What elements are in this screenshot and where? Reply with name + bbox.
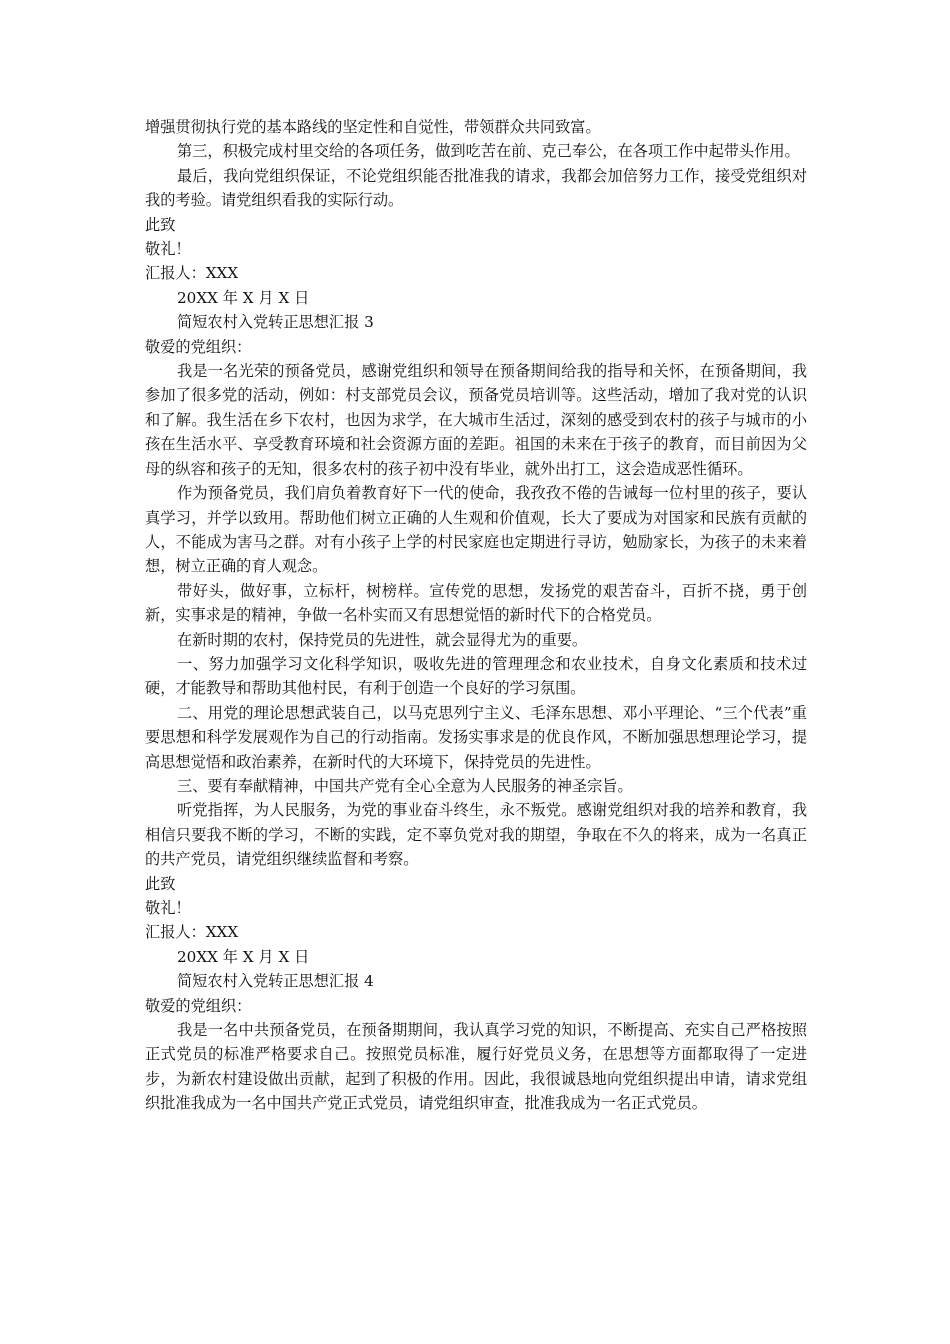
reporter-line: 汇报人：XXX [145, 264, 239, 283]
body-paragraph: 听党指挥，为人民服务，为党的事业奋斗终生，永不叛党。感谢党组织对我的培养和教育，我相信只要我不断的学习，不断的实践，定不辜负党对我的期望，争取在不久的将来，成为一名真正的共产党员，请党组织继续监督和考察。 [145, 801, 807, 869]
paragraph-third: 第三，积极完成村里交给的各项任务，做到吃苦在前、克己奉公，在各项工作中起带头作用。 [177, 142, 800, 161]
section-heading-3: 简短农村入党转正思想汇报 3 [177, 313, 374, 332]
date-line: 20XX 年 X 月 X 日 [177, 947, 310, 966]
body-paragraph: 作为预备党员，我们肩负着教育好下一代的使命，我孜孜不倦的告诫每一位村里的孩子，要认真学习，并学以致用。帮助他们树立正确的人生观和价值观，长大了要成为对国家和民族有贡献的人，不能成为害马之群。对有小孩子上学的村民家庭也定期进行寻访，勉励家长，为孩子的未来着想，树立正确的育人观念。 [145, 484, 807, 576]
body-paragraph: 二、用党的理论思想武装自己，以马克思列宁主义、毛泽东思想、邓小平理论、“三个代表”重要思想和科学发展观作为自己的行动指南。发扬实事求是的优良作风，不断加强思想理论学习，提高思想觉悟和政治素养，在新时代的大环境下，保持党员的先进性。 [145, 703, 807, 771]
paragraph-last: 最后，我向党组织保证，不论党组织能否批准我的请求，我都会加倍努力工作，接受党组织对我的考验。请党组织看我的实际行动。 [145, 166, 807, 210]
document-body [145, 115, 807, 1116]
closing-line-1: 此致 [145, 215, 176, 234]
closing-line-2: 敬礼！ [145, 899, 191, 917]
date-line: 20XX 年 X 月 X 日 [177, 288, 310, 307]
body-paragraph: 我是一名中共预备党员，在预备期期间，我认真学习党的知识，不断提高、充实自己严格按照正式党员的标准严格要求自己。按照党员标准，履行好党员义务，在思想等方面都取得了一定进步，为新农村建设做出贡献，起到了积极的作用。因此，我很诚恳地向党组织提出申请，请求党组织批准我成为一名中国共产党正式党员，请党组织审查，批准我成为一名正式党员。 [145, 1021, 807, 1113]
body-paragraph: 带好头，做好事，立标杆，树榜样。宣传党的思想，发扬党的艰苦奋斗，百折不挠，勇于创新，实事求是的精神，争做一名朴实而又有思想觉悟的新时代下的合格党员。 [145, 581, 807, 625]
salutation: 敬爱的党组织： [145, 996, 252, 1015]
paragraph-continued: 增强贯彻执行党的基本路线的坚定性和自觉性，带领群众共同致富。 [145, 118, 601, 136]
closing-line-2: 敬礼！ [145, 240, 191, 259]
body-paragraph: 三、要有奉献精神，中国共产党有全心全意为人民服务的神圣宗旨。 [177, 776, 633, 795]
reporter-line: 汇报人：XXX [145, 923, 239, 942]
body-paragraph: 在新时期的农村，保持党员的先进性，就会显得尤为的重要。 [177, 630, 588, 649]
body-paragraph: 一、努力加强学习文化科学知识，吸收先进的管理理念和农业技术，自身文化素质和技术过硬，才能教导和帮助其他村民，有利于创造一个良好的学习氛围。 [145, 654, 807, 698]
salutation: 敬爱的党组织： [145, 337, 252, 356]
body-paragraph: 我是一名光荣的预备党员，感谢党组织和领导在预备期间给我的指导和关怀，在预备期间，我参加了很多党的活动，例如：村支部党员会议，预备党员培训等。这些活动，增加了我对党的认识和了解。我生活在乡下农村，也因为求学，在大城市生活过，深刻的感受到农村的孩子与城市的小孩在生活水平、享受教育环境和社会资源方面的差距。祖国的未来在于孩子的教育，而目前因为父母的纵容和孩子的无知，很多农村的孩子初中没有毕业，就外出打工，这会造成恶性循环。 [145, 362, 807, 478]
closing-line-1: 此致 [145, 874, 176, 893]
section-heading-4: 简短农村入党转正思想汇报 4 [177, 972, 374, 991]
